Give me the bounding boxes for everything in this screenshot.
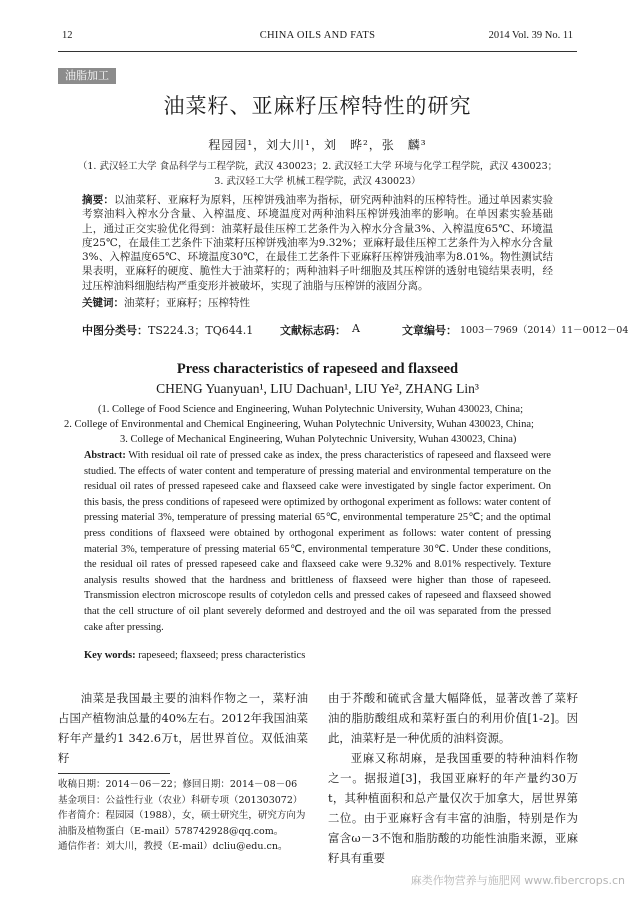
keywords-en [84,650,305,661]
journal-name: CHINA OILS AND FATS [259,30,376,41]
body-right-paragraph-1: 由于芥酸和硫甙含量大幅降低，显著改善了菜籽油的脂肪酸组成和菜籽蛋白的利用价值[1-2]。因此，油菜籽是一种优质的油料资源。 [328,691,578,745]
footnotes [58,777,308,855]
affiliation-cn-1: （1. 武汉轻工大学 食品科学与工程学院，武汉 430023；2. 武汉轻工大学 环境与化学工程学院，武汉 430023； [77,161,558,172]
affiliation-en-1: (1. College of Food Science and Engineering, Wuhan Polytechnic University, Wuhan 430023, China; [98,404,524,415]
keywords-en-label: Key words: [84,650,136,661]
abstract-en-text: With residual oil rate of pressed cake as index, the press characteristics of rapeseed and flaxseed were studied. The effects of water content and temperature of pressing material and environmental temperature on the residual oil rates of pressed rapeseed cake and flaxseed cake were investigated by single factor experiment. On this basis, the press conditions of rapeseed were optimized by orthogonal experiment as follows: water content of pressing material 3%, temperature of pressing material 65℃, environmental temperature 25℃; and the optimal press conditions of flaxseed were obtained by orthogonal experiment as follows: water content of pressing material 3%, temperature of pressing material 65℃, environmental temperature 30℃. Under these conditions, the residual oil rates of pressed rapeseed cake and flaxseed cake were 9.32% and 8.01% respectively. Texture analysis results showed that the hardness and brittleness of flaxseed were higher than those of rapeseed. Transmission electron microscope results of cotyledon cells and pressed cakes of rapeseed and flaxseed showed that the cell structure of oil plant severely deformed and destroyed and the oil was separated from the pressed cake after pressing. [84,450,552,633]
body-right-column [328,688,578,868]
section-tag: 油脂加工 [58,68,116,84]
doc-label: 文献标志码： [280,324,346,337]
page-number: 12 [62,30,73,41]
authors-cn: 程园园¹，刘大川¹，刘 晔²，张 麟³ [208,138,427,152]
affiliation-cn-2: 3. 武汉轻工大学 机械工程学院，武汉 430023） [214,176,421,187]
keywords-en-text: rapeseed; flaxseed; press characteristics [138,650,306,661]
footnote-correspondence: 通信作者：刘大川，教授（E-mail）dcliu@edu.cn。 [58,841,288,852]
keywords-cn [82,295,250,310]
abstract-en-label: Abstract: [84,450,126,461]
keywords-cn-label: 关键词： [82,297,124,309]
abstract-en [84,448,551,635]
footnote-rule [58,773,170,774]
body-right-paragraph-2: 亚麻又称胡麻，是我国重要的特种油料作物之一。据报道[3]，我国亚麻籽的年产量约30万t，其种植面积和总产量仅次于加拿大，居世界第二位。由于亚麻籽含有丰富的油脂，特别是作为富含ω－3不饱和脂肪酸的功能性油脂来源，亚麻籽具有重要 [328,751,578,865]
abstract-cn-label: 摘要： [82,194,115,206]
keywords-cn-text: 油菜籽；亚麻籽；压榨特性 [124,297,250,309]
doc-value: A [352,322,360,335]
title-en: Press characteristics of rapeseed and flaxseed [176,361,459,377]
header-rule [58,51,577,52]
abstract-cn-text: 以油菜籽、亚麻籽为原料，压榨饼残油率为指标，研究两种油料的压榨特性。通过单因素实验考察油料入榨水分含量、入榨温度、环境温度对两种油料压榨饼残油率的影响。在单因素实验基础上，通过正交实验优化得到：油菜籽最佳压榨工艺条件为入榨水分含量3%、入榨温度65℃、环境温度25℃，在最佳工艺条件下油菜籽压榨饼残油率为9.32%；亚麻籽最佳压榨工艺条件为入榨水分含量3%、入榨温度65℃、环境温度30℃，在最佳工艺条件下亚麻籽压榨饼残油率为8.01%。物性测试结果表明，亚麻籽的硬度、脆性大于油菜籽的；两种油料子叶细胞及其压榨饼的透射电镜结果表明，经过压榨油料细胞结构严重变形并被破坏，实现了油脂与压榨饼的液固分离。 [82,194,554,292]
running-header [62,30,573,50]
clc-value: TS224.3；TQ644.1 [148,324,254,337]
article-value: 1003－7969（2014）11－0012－04 [460,325,629,336]
footnote-author: 作者简介：程园园（1988），女，硕士研究生，研究方向为油脂及植物蛋白（E-mail）578742928@qq.com。 [58,810,306,837]
volume-info: 2014 Vol. 39 No. 11 [488,30,573,41]
footnote-received: 收稿日期：2014－06－22；修回日期：2014－08－06 [58,779,298,790]
abstract-cn [82,193,553,293]
affiliation-en-2: 2. College of Environmental and Chemical Engineering, Wuhan Polytechnic University, Wuhan 430023, China; [64,419,534,430]
article-label: 文章编号： [402,324,457,337]
title-cn: 油菜籽、亚麻籽压榨特性的研究 [163,94,472,118]
footnote-funding: 基金项目：公益性行业（农业）科研专项（201303072） [58,794,303,806]
affiliation-en-3: 3. College of Mechanical Engineering, Wuhan Polytechnic University, Wuhan 430023, China) [120,434,517,445]
clc-label: 中图分类号： [82,324,148,337]
watermark: 麻类作物营养与施肥网 www.fibercrops.cn [410,874,625,887]
body-left-column: 油菜是我国最主要的油料作物之一，菜籽油占国产植物油总量的40%左右。2012年我国油菜籽年产量约1 342.6万t，居世界首位。双低油菜籽 [58,691,308,765]
authors-en: CHENG Yuanyuan¹, LIU Dachuan¹, LIU Ye², ZHANG Lin³ [156,381,479,396]
